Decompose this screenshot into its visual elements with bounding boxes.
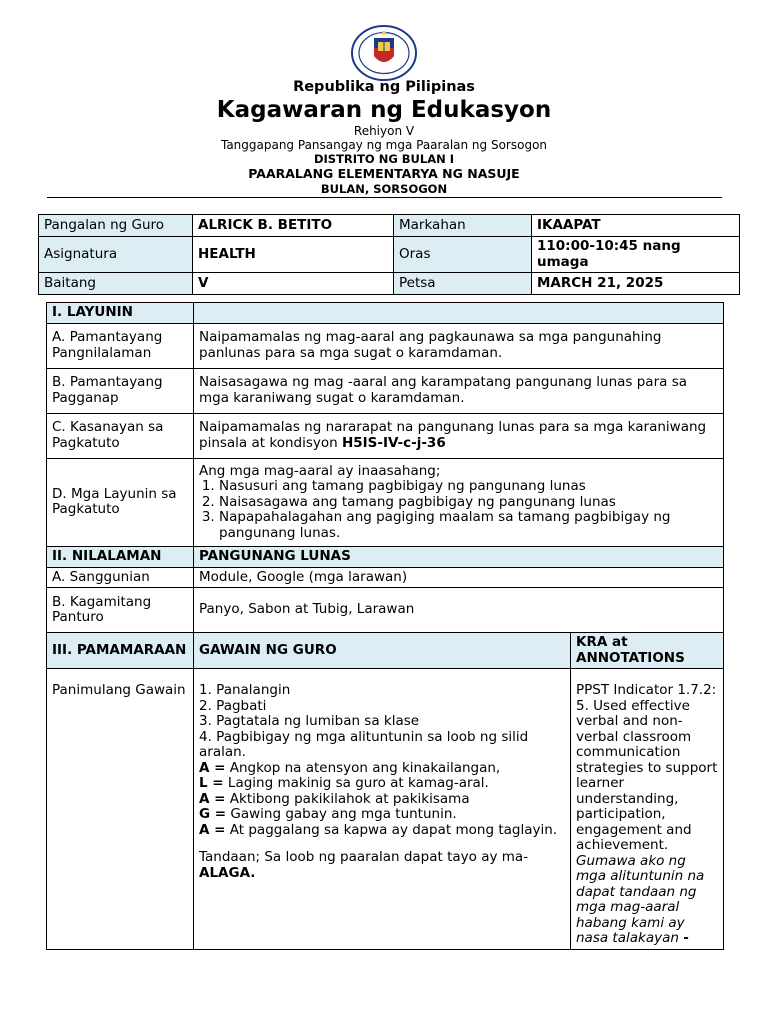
acronym-letter: A =	[199, 821, 226, 838]
competency-label: C. Kasanayan sa Pagkatuto	[47, 413, 194, 458]
procedure-section-heading: III. PAMAMARAAN	[47, 633, 194, 669]
acronym-letter: A =	[199, 790, 226, 807]
time-value: 110:00-10:45 nang umaga	[532, 237, 740, 273]
date-value: MARCH 21, 2025	[532, 273, 740, 295]
materials-text: Panyo, Sabon at Tubig, Larawan	[194, 588, 724, 633]
table-row	[47, 413, 724, 458]
kra-dash: -	[683, 930, 689, 946]
table-row	[39, 215, 740, 237]
table-row	[39, 237, 740, 273]
acronym-text: Gawing gabay ang mga tuntunin.	[230, 806, 457, 822]
list-item: 2. Naisasagawa ang tamang pagbibigay ng pangunang lunas	[219, 495, 718, 511]
region-line: Rehiyon V	[353, 124, 415, 138]
introductory-activity-label: Panimulang Gawain	[47, 669, 194, 950]
acronym-text: Angkop na atensyon ang kinakailangan,	[229, 759, 501, 776]
grade-label: Baitang	[39, 273, 193, 295]
teacher-activity-cell	[194, 669, 571, 950]
content-topic: PANGUNANG LUNAS	[194, 547, 724, 568]
kra-italic-text: Gumawa ako ng mga alituntunin na dapat tandaan ng mga mag-aaral habang kami ay nasa talakayan	[576, 852, 705, 946]
subject-value: HEALTH	[193, 237, 394, 273]
table-row	[47, 303, 724, 324]
competency-cell	[194, 413, 724, 458]
table-row	[47, 368, 724, 413]
quarter-value: IKAAPAT	[532, 215, 740, 237]
teacher-label: Pangalan ng Guro	[39, 215, 193, 237]
lesson-plan-table	[46, 302, 724, 950]
learning-objectives-cell	[194, 458, 724, 547]
table-row	[47, 633, 724, 669]
learning-objectives-intro: Ang mga mag-aaral ay inaasahang;	[199, 462, 441, 479]
spacer	[199, 881, 565, 927]
references-label: A. Sanggunian	[47, 567, 194, 588]
deped-seal-icon	[350, 24, 418, 82]
teacher-value: ALRICK B. BETITO	[193, 215, 394, 237]
acronym-line	[199, 807, 565, 823]
quarter-label: Markahan	[394, 215, 532, 237]
acronym-text: Aktibong pakikilahok at pakikisama	[229, 790, 470, 807]
table-row	[47, 669, 724, 950]
content-standard-label: A. Pamantayang Pangnilalaman	[47, 323, 194, 368]
kra-reflection	[576, 854, 718, 947]
header-divider	[47, 197, 722, 198]
school-name: PAARALANG ELEMENTARYA NG NASUJE	[248, 166, 520, 181]
competency-text: Naipamamalas ng nararapat na pangunang lunas para sa mga karaniwang pinsala at kondisyon	[199, 419, 707, 451]
performance-standard-text: Naisasagawa ng mag -aaral ang karampatang pangunang lunas para sa mga karaniwang sugat o karamdaman.	[194, 368, 724, 413]
table-row	[47, 588, 724, 633]
objectives-section-heading: I. LAYUNIN	[47, 303, 194, 324]
list-item: 3. Napapahalagahan ang pagiging maalam sa tamang pagbibigay ng pangunang lunas.	[219, 510, 718, 541]
learning-objectives-list	[199, 479, 718, 541]
acronym-letter: L =	[199, 775, 224, 791]
grade-value: V	[193, 273, 394, 295]
kra-text: 5. Used effective verbal and non-verbal classroom communication strategies to support learner understanding, participation, engagement and achievement.	[576, 697, 718, 853]
reminder-text: Tandaan; Sa loob ng paaralan dapat tayo ay ma-	[199, 849, 529, 865]
division-office-line: Tanggapang Pansangay ng mga Paaralan ng Sorsogon	[220, 138, 548, 152]
school-location: BULAN, SORSOGON	[320, 182, 448, 196]
reminder-word: ALAGA.	[199, 864, 256, 881]
references-text: Module, Google (mga larawan)	[194, 567, 724, 588]
republic-heading: Republika ng Pilipinas	[293, 79, 475, 95]
teacher-activity-heading: GAWAIN NG GURO	[194, 633, 571, 669]
kra-annotation-cell	[571, 669, 724, 950]
table-row	[47, 567, 724, 588]
acronym-text: At paggalang sa kapwa ay dapat mong taglayin.	[229, 821, 558, 838]
list-item: 1. Panalangin	[199, 682, 291, 698]
acronym-line	[199, 792, 565, 808]
time-label: Oras	[394, 237, 532, 273]
competency-code: H5IS-IV-c-j-36	[341, 434, 446, 451]
table-row	[47, 323, 724, 368]
acronym-letter: G =	[199, 806, 227, 822]
list-item: 1. Nasusuri ang tamang pagbibigay ng pangunang lunas	[219, 479, 718, 495]
learning-objectives-label: D. Mga Layunin sa Pagkatuto	[47, 458, 194, 547]
lesson-info-table	[38, 214, 740, 295]
subject-label: Asignatura	[39, 237, 193, 273]
list-item: 3. Pagtatala ng lumiban sa klase	[199, 713, 420, 729]
acronym-line	[199, 823, 565, 839]
reminder-line	[199, 850, 565, 881]
kra-indicator: PPST Indicator 1.7.2:	[576, 682, 717, 698]
list-item: 4. Pagbibigay ng mga alituntunin sa loob ng silid aralan.	[199, 728, 529, 760]
kra-heading: KRA at ANNOTATIONS	[571, 633, 724, 669]
date-label: Petsa	[394, 273, 532, 295]
table-row	[39, 273, 740, 295]
content-standard-text: Naipamamalas ng mag-aaral ang pagkaunawa sa mga pangunahing panlunas para sa mga sugat o karamdaman.	[194, 323, 724, 368]
performance-standard-label: B. Pamantayang Pagganap	[47, 368, 194, 413]
department-title: Kagawaran ng Edukasyon	[216, 97, 552, 123]
list-item: 2. Pagbati	[199, 697, 267, 714]
acronym-line	[199, 776, 565, 792]
acronym-line	[199, 761, 565, 777]
content-section-heading: II. NILALAMAN	[47, 547, 194, 568]
objectives-section-blank	[194, 303, 724, 324]
table-row	[47, 547, 724, 568]
acronym-letter: A =	[199, 759, 226, 776]
acronym-text: Laging makinig sa guro at kamag-aral.	[227, 775, 489, 791]
materials-label: B. Kagamitang Panturo	[47, 588, 194, 633]
table-row	[47, 458, 724, 547]
district-line: DISTRITO NG BULAN I	[313, 152, 455, 166]
